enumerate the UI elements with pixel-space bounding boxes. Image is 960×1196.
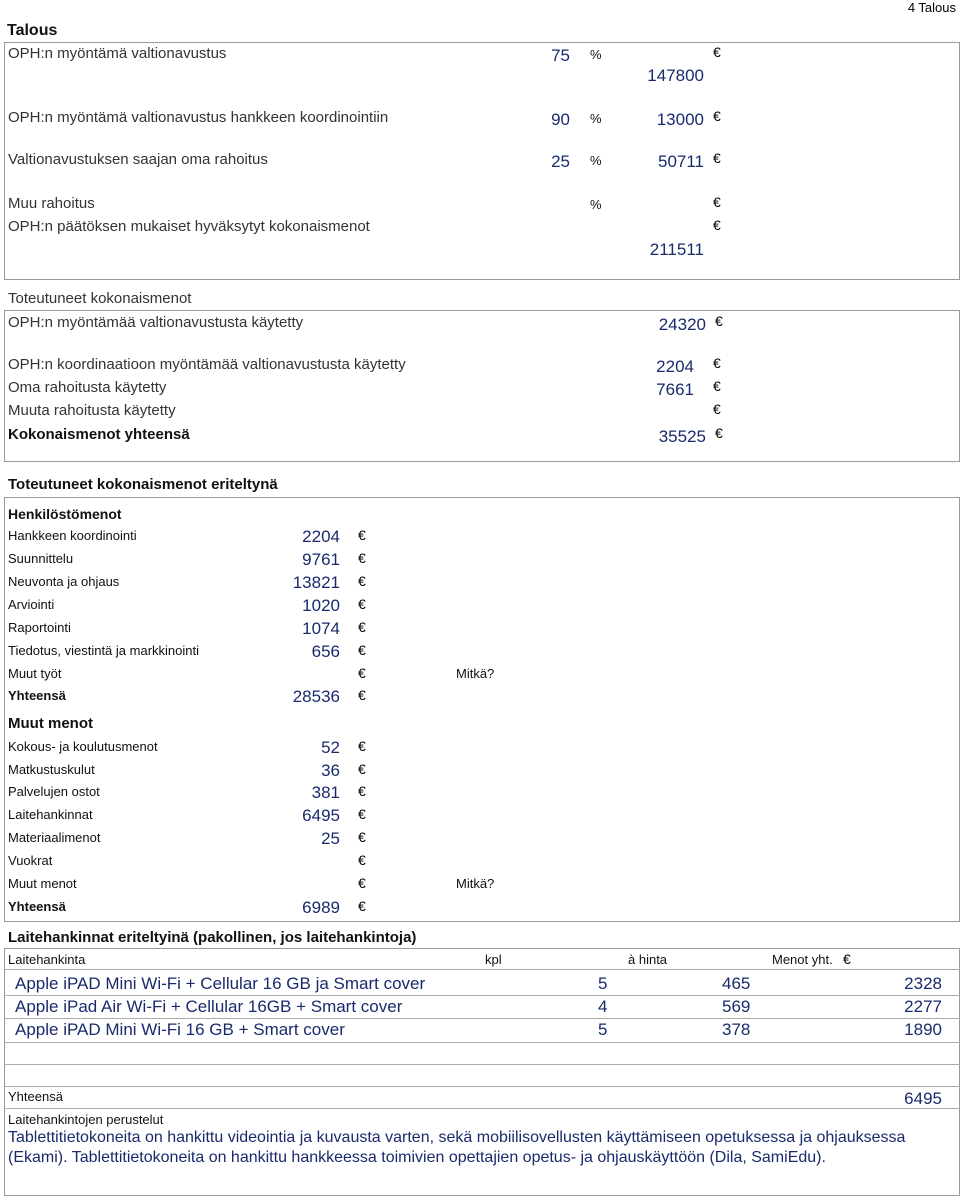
muut-row-amount[interactable]: 52 bbox=[321, 738, 340, 757]
toteutuneet-row-label: Oma rahoitusta käytetty bbox=[8, 379, 167, 396]
henkilosto-row-amount[interactable]: 9761 bbox=[302, 550, 340, 569]
talous-row-label: Valtionavustuksen saajan oma rahoitus bbox=[8, 151, 268, 168]
total-label: Yhteensä bbox=[8, 1089, 63, 1104]
muut-row-amount[interactable]: 381 bbox=[311, 783, 340, 802]
muut-total-amount[interactable]: 6989 bbox=[302, 898, 340, 917]
henkilosto-row-label: Tiedotus, viestintä ja markkinointi bbox=[8, 643, 199, 658]
device-row-kpl[interactable]: 5 bbox=[598, 1020, 608, 1039]
mitka-label: Mitkä? bbox=[456, 876, 495, 891]
muut-row-label: Materiaalimenot bbox=[8, 830, 101, 845]
percent-sign: % bbox=[590, 153, 602, 168]
henkilosto-row-label: Muut työt bbox=[8, 666, 62, 681]
euro-sign: € bbox=[358, 761, 366, 777]
toteutuneet-row-label: OPH:n koordinaatioon myöntämää valtionavustusta käytetty bbox=[8, 356, 406, 373]
muut-row-label: Matkustuskulut bbox=[8, 762, 95, 777]
device-row-item[interactable]: Apple iPAD Mini Wi-Fi + Cellular 16 GB ja Smart cover bbox=[15, 974, 426, 993]
henkilosto-row-label: Hankkeen koordinointi bbox=[8, 528, 137, 543]
eriteltyna-box bbox=[4, 497, 960, 922]
muut-row-label: Laitehankinnat bbox=[8, 807, 93, 822]
toteutuneet-row-amount[interactable]: 7661 bbox=[656, 380, 694, 399]
euro-sign: € bbox=[715, 425, 723, 441]
muut-row-amount[interactable]: 6495 bbox=[302, 806, 340, 825]
row-divider bbox=[4, 1086, 960, 1087]
muut-row-label: Muut menot bbox=[8, 876, 77, 891]
henkilosto-row-amount[interactable]: 656 bbox=[311, 642, 340, 661]
device-row-hinta[interactable]: 465 bbox=[722, 974, 751, 993]
henkilosto-row-label: Arviointi bbox=[8, 597, 55, 612]
row-divider bbox=[4, 1042, 960, 1043]
euro-sign: € bbox=[713, 44, 721, 60]
muut-row-amount[interactable]: 25 bbox=[321, 829, 340, 848]
mitka-label: Mitkä? bbox=[456, 666, 495, 681]
device-row-kpl[interactable]: 5 bbox=[598, 974, 608, 993]
device-row-item[interactable]: Apple iPad Air Wi-Fi + Cellular 16GB + Smart cover bbox=[15, 997, 403, 1016]
muut-title: Muut menot bbox=[8, 715, 93, 732]
toteutuneet-row-amount[interactable]: 24320 bbox=[658, 315, 706, 334]
device-row-hinta[interactable]: 378 bbox=[722, 1020, 751, 1039]
toteutuneet-total-amount[interactable]: 35525 bbox=[658, 427, 706, 446]
row-divider bbox=[4, 1018, 960, 1019]
toteutuneet-row-label: OPH:n myöntämää valtionavustusta käytetty bbox=[8, 314, 304, 331]
row-divider bbox=[4, 1064, 960, 1065]
euro-sign: € bbox=[358, 806, 366, 822]
row-divider bbox=[4, 1108, 960, 1109]
row-divider bbox=[4, 995, 960, 996]
talous-row-label: Muu rahoitus bbox=[8, 195, 95, 212]
euro-sign: € bbox=[358, 783, 366, 799]
col-header-menot: Menot yht. bbox=[772, 952, 833, 967]
euro-sign: € bbox=[358, 738, 366, 754]
device-row-menot[interactable]: 2277 bbox=[904, 997, 942, 1016]
device-row-hinta[interactable]: 569 bbox=[722, 997, 751, 1016]
header-divider bbox=[4, 969, 960, 970]
euro-sign: € bbox=[358, 596, 366, 612]
toteutuneet-row-label: Muuta rahoitusta käytetty bbox=[8, 402, 176, 419]
euro-sign: € bbox=[358, 642, 366, 658]
henkilosto-total-amount[interactable]: 28536 bbox=[292, 687, 340, 706]
euro-sign: € bbox=[713, 401, 721, 417]
talous-row-pct[interactable]: 90 bbox=[551, 110, 570, 129]
total-value[interactable]: 6495 bbox=[904, 1089, 942, 1108]
henkilosto-row-label: Suunnittelu bbox=[8, 551, 74, 566]
talous-row-label: OPH:n päätöksen mukaiset hyväksytyt kokonaismenot bbox=[8, 218, 370, 235]
henkilosto-title: Henkilöstömenot bbox=[8, 506, 122, 522]
euro-sign: € bbox=[358, 527, 366, 543]
page-header: 4 Talous bbox=[907, 0, 956, 15]
toteutuneet-row-amount[interactable]: 2204 bbox=[656, 357, 694, 376]
col-header-hinta: à hinta bbox=[628, 952, 668, 967]
henkilosto-row-amount[interactable]: 1020 bbox=[302, 596, 340, 615]
toteutuneet-total-label: Kokonaismenot yhteensä bbox=[8, 426, 190, 443]
euro-sign: € bbox=[713, 378, 721, 394]
euro-sign: € bbox=[358, 829, 366, 845]
device-row-item[interactable]: Apple iPAD Mini Wi-Fi 16 GB + Smart cover bbox=[15, 1020, 345, 1039]
henkilosto-row-amount[interactable]: 2204 bbox=[302, 527, 340, 546]
euro-sign: € bbox=[358, 898, 366, 914]
euro-sign: € bbox=[358, 550, 366, 566]
euro-sign: € bbox=[358, 573, 366, 589]
talous-row-amount[interactable]: 147800 bbox=[647, 66, 704, 85]
device-row-menot[interactable]: 1890 bbox=[904, 1020, 942, 1039]
device-row-menot[interactable]: 2328 bbox=[904, 974, 942, 993]
talous-row-pct[interactable]: 75 bbox=[551, 46, 570, 65]
henkilosto-row-label: Neuvonta ja ohjaus bbox=[8, 574, 120, 589]
euro-sign: € bbox=[713, 108, 721, 124]
talous-row-label: OPH:n myöntämä valtionavustus hankkeen koordinointiin bbox=[8, 109, 389, 126]
euro-sign: € bbox=[713, 150, 721, 166]
toteutuneet-title: Toteutuneet kokonaismenot bbox=[8, 290, 192, 307]
henkilosto-row-amount[interactable]: 13821 bbox=[292, 573, 340, 592]
percent-sign: % bbox=[590, 47, 602, 62]
euro-sign: € bbox=[713, 217, 721, 233]
talous-row-amount[interactable]: 211511 bbox=[649, 240, 704, 259]
talous-row-pct[interactable]: 25 bbox=[551, 152, 570, 171]
talous-row-amount[interactable]: 50711 bbox=[657, 152, 704, 171]
euro-sign: € bbox=[358, 665, 366, 681]
muut-total-label: Yhteensä bbox=[8, 899, 66, 914]
euro-sign: € bbox=[358, 852, 366, 868]
muut-row-label: Palvelujen ostot bbox=[8, 784, 100, 799]
euro-sign: € bbox=[713, 355, 721, 371]
euro-sign: € bbox=[843, 951, 851, 967]
muut-row-amount[interactable]: 36 bbox=[321, 761, 340, 780]
perustelut-text[interactable]: Tablettitietokoneita on hankittu videointia ja kuvausta varten, sekä mobiilisovellusten käyttämiseen opetuksessa ja ohjauksessa (Ekami). Tablettitietokoneita on hankittu hankkeessa toimivien opettajien opetus- ja ohjauskäyttöön (Dila, SamiEdu). bbox=[8, 1129, 906, 1166]
muut-row-label: Vuokrat bbox=[8, 853, 53, 868]
percent-sign: % bbox=[590, 111, 602, 126]
eriteltyna-title: Toteutuneet kokonaismenot eriteltynä bbox=[8, 476, 278, 493]
perustelut-label: Laitehankintojen perustelut bbox=[8, 1112, 164, 1127]
euro-sign: € bbox=[715, 313, 723, 329]
henkilosto-row-label: Raportointi bbox=[8, 620, 71, 635]
col-header-kpl: kpl bbox=[485, 952, 502, 967]
euro-sign: € bbox=[713, 194, 721, 210]
talous-row-amount[interactable]: 13000 bbox=[656, 110, 704, 129]
laitehankinnat-title: Laitehankinnat eriteltyinä (pakollinen, jos laitehankintoja) bbox=[8, 929, 417, 946]
euro-sign: € bbox=[358, 875, 366, 891]
device-row-kpl[interactable]: 4 bbox=[598, 997, 608, 1016]
muut-row-label: Kokous- ja koulutusmenot bbox=[8, 739, 158, 754]
henkilosto-total-label: Yhteensä bbox=[8, 688, 66, 703]
col-header-item: Laitehankinta bbox=[8, 952, 86, 967]
euro-sign: € bbox=[358, 619, 366, 635]
talous-row-label: OPH:n myöntämä valtionavustus bbox=[8, 45, 227, 62]
henkilosto-row-amount[interactable]: 1074 bbox=[302, 619, 340, 638]
talous-title: Talous bbox=[7, 22, 58, 39]
percent-sign: % bbox=[590, 197, 602, 212]
euro-sign: € bbox=[358, 687, 366, 703]
